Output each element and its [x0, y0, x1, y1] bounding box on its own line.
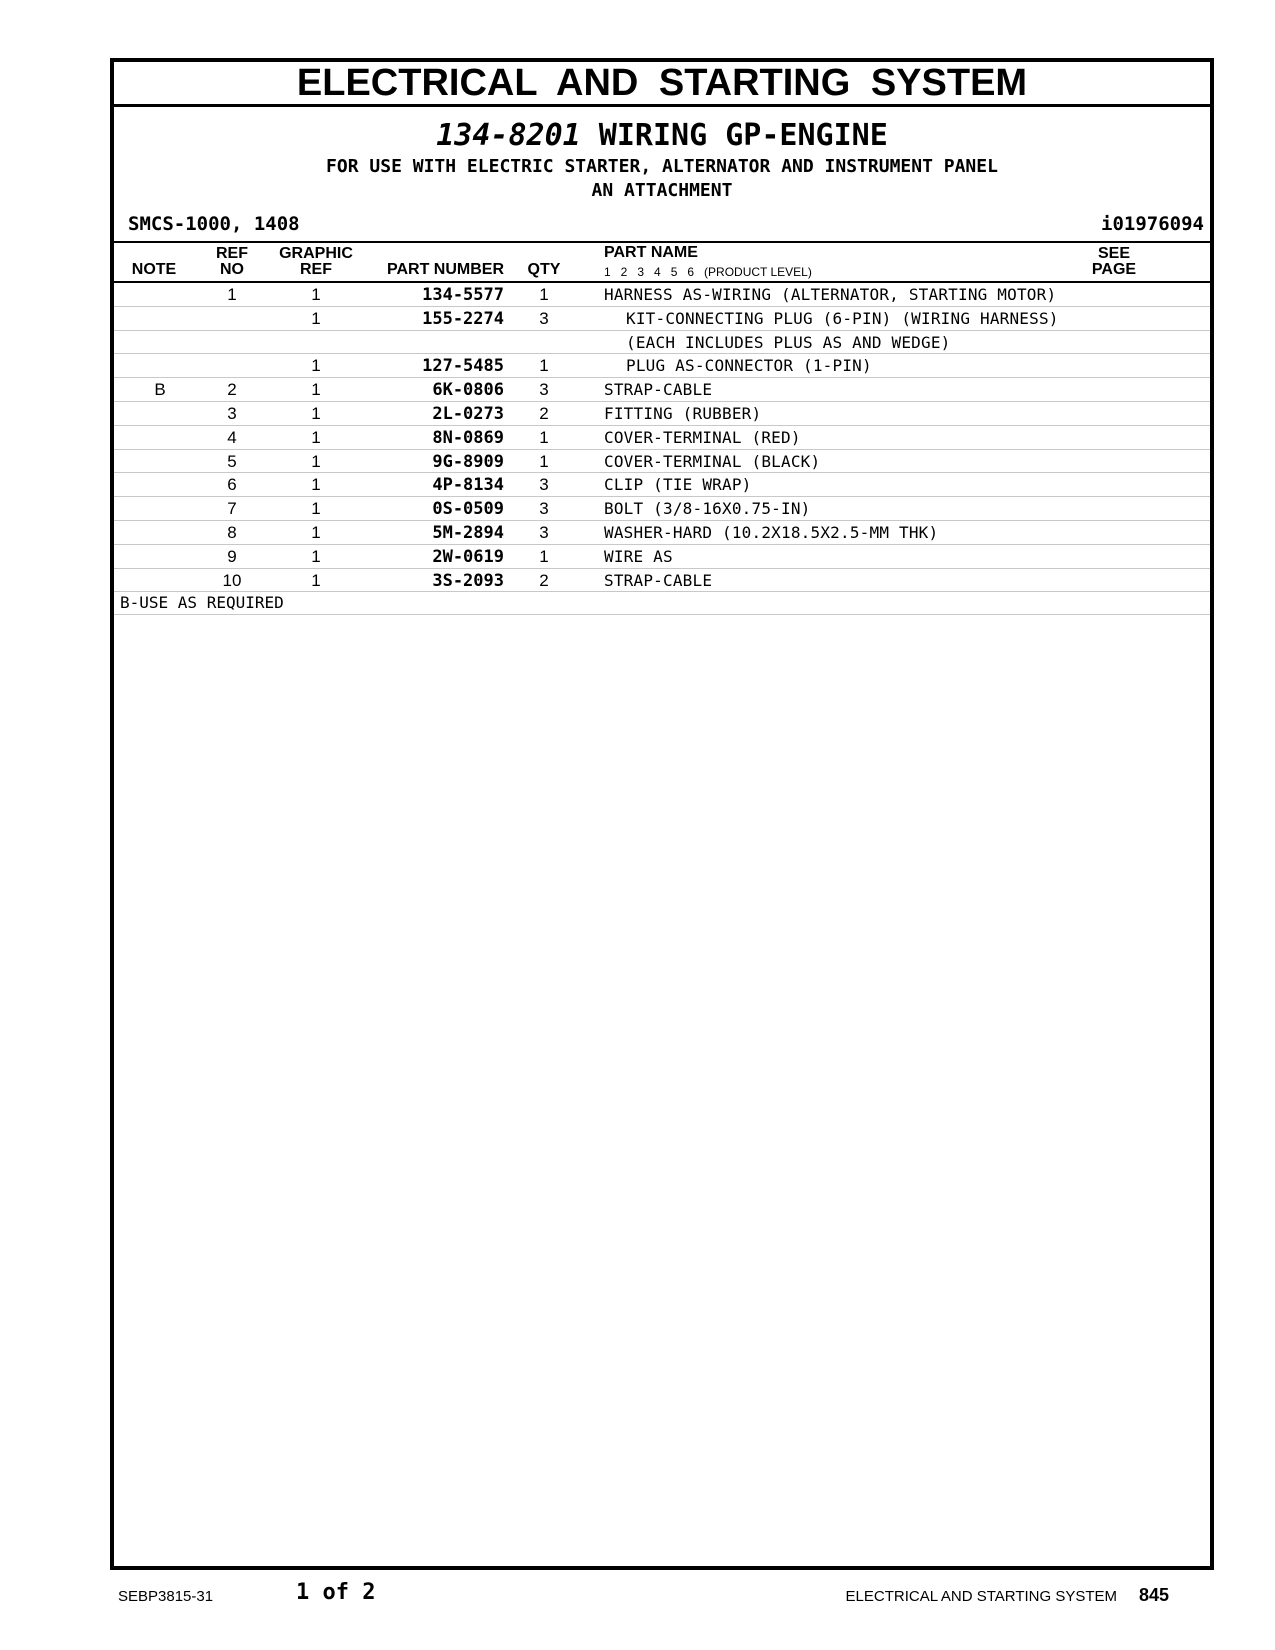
col-note: NOTE	[131, 261, 177, 278]
ref-no-cell: 8	[227, 522, 237, 542]
graphic-ref-cell: 1	[311, 403, 321, 423]
ref-no-cell: 6	[227, 475, 237, 495]
qty-cell: 1	[539, 356, 549, 376]
part-number-cell: 4P-8134	[432, 475, 504, 496]
part-name-cell: HARNESS AS-WIRING (ALTERNATOR, STARTING MOTOR)	[604, 285, 1057, 304]
id-line	[114, 207, 1210, 243]
ref-no-cell: 4	[227, 427, 237, 447]
part-name-cell: PLUG AS-CONNECTOR (1-PIN)	[626, 356, 872, 376]
smcs-code: SMCS-1000, 1408	[128, 213, 300, 235]
part-number-cell: 127-5485	[422, 356, 504, 377]
graphic-ref-cell: 1	[311, 570, 321, 590]
col-qty: QTY	[527, 261, 561, 278]
part-name-cell: COVER-TERMINAL (BLACK)	[604, 451, 821, 471]
part-name-cell: STRAP-CABLE	[604, 380, 713, 400]
group-title	[114, 117, 1210, 155]
ref-no-cell: 10	[222, 570, 242, 590]
part-name-cell: KIT-CONNECTING PLUG (6-PIN) (WIRING HARNESS)	[626, 308, 1059, 328]
part-name-cell: BOLT (3/8-16X0.75-IN)	[604, 499, 811, 519]
table-header	[114, 243, 1210, 283]
ref-no-cell: 9	[227, 546, 237, 566]
part-name-cell: FITTING (RUBBER)	[604, 403, 762, 423]
part-number-cell: 2L-0273	[432, 403, 504, 424]
page-of: 1 of 2	[296, 1580, 376, 1605]
graphic-ref-cell: 1	[311, 499, 321, 519]
qty-cell: 1	[539, 546, 549, 566]
qty-cell: 3	[539, 475, 549, 495]
col-ref-1: REF	[216, 245, 248, 262]
table-row	[114, 402, 1210, 426]
part-number-cell: 9G-8909	[432, 451, 504, 472]
qty-cell: 3	[539, 308, 549, 328]
note-cell: B	[154, 380, 166, 400]
col-ref-2: NO	[220, 261, 244, 278]
qty-cell: 2	[539, 403, 549, 423]
part-number-cell: 2W-0619	[432, 546, 504, 567]
part-number-cell: 8N-0869	[432, 427, 504, 448]
qty-cell: 1	[539, 285, 549, 304]
graphic-ref-cell: 1	[311, 546, 321, 566]
ref-no-cell: 7	[227, 499, 237, 519]
table-row	[114, 473, 1210, 497]
ref-no-cell: 5	[227, 451, 237, 471]
parts-table-body	[114, 283, 1210, 592]
part-number-cell: 6K-0806	[432, 380, 504, 401]
part-number-cell: 0S-0509	[432, 499, 504, 520]
col-graphic-2: REF	[300, 261, 332, 278]
table-row	[114, 331, 1210, 355]
ref-no-cell: 3	[227, 403, 237, 423]
ref-no-cell: 2	[227, 380, 237, 400]
qty-cell: 3	[539, 522, 549, 542]
table-row	[114, 426, 1210, 450]
graphic-ref-cell: 1	[311, 285, 321, 304]
col-graphic-1: GRAPHIC	[279, 245, 353, 262]
part-name-cell: STRAP-CABLE	[604, 570, 713, 590]
group-part-number: 134-8201	[436, 118, 581, 153]
qty-cell: 3	[539, 380, 549, 400]
graphic-ref-cell: 1	[311, 356, 321, 376]
part-number-cell: 155-2274	[422, 308, 504, 329]
doc-id: i01976094	[1101, 213, 1204, 235]
qty-cell: 1	[539, 427, 549, 447]
ref-no-cell: 1	[227, 285, 237, 304]
footnote: B-USE AS REQUIRED	[114, 592, 1210, 615]
section-title: ELECTRICAL AND STARTING SYSTEM	[114, 62, 1210, 107]
col-part-number: PART NUMBER	[386, 261, 504, 278]
table-row	[114, 450, 1210, 474]
col-product-level: 1 2 3 4 5 6 (PRODUCT LEVEL)	[604, 265, 812, 279]
part-number-cell: 134-5577	[422, 285, 504, 305]
page-frame	[110, 58, 1214, 1570]
part-name-cell: (EACH INCLUDES PLUS AS AND WEDGE)	[626, 332, 951, 352]
graphic-ref-cell: 1	[311, 427, 321, 447]
page-number: 845	[1138, 1585, 1169, 1605]
table-row	[114, 283, 1210, 307]
col-see-1: SEE	[1097, 245, 1130, 262]
table-row	[114, 378, 1210, 402]
part-name-cell: WIRE AS	[604, 546, 673, 566]
table-row	[114, 569, 1210, 593]
table-row	[114, 521, 1210, 545]
part-name-cell: WASHER-HARD (10.2X18.5X2.5-MM THK)	[604, 522, 939, 542]
graphic-ref-cell: 1	[311, 451, 321, 471]
graphic-ref-cell: 1	[311, 308, 321, 328]
part-name-cell: CLIP (TIE WRAP)	[604, 475, 752, 495]
part-name-cell: COVER-TERMINAL (RED)	[604, 427, 801, 447]
part-number-cell: 5M-2894	[432, 522, 504, 543]
graphic-ref-cell: 1	[311, 475, 321, 495]
group-header	[114, 107, 1210, 203]
qty-cell: 2	[539, 570, 549, 590]
group-subtitle-2: AN ATTACHMENT	[591, 180, 733, 201]
group-name: WIRING GP-ENGINE	[598, 118, 888, 153]
table-row	[114, 354, 1210, 378]
graphic-ref-cell: 1	[311, 522, 321, 542]
qty-cell: 1	[539, 451, 549, 471]
table-row	[114, 307, 1210, 331]
page-footer	[0, 1580, 1275, 1610]
col-see-2: PAGE	[1091, 261, 1137, 278]
table-row	[114, 545, 1210, 569]
group-subtitle-1: FOR USE WITH ELECTRIC STARTER, ALTERNATOR AND INSTRUMENT PANEL	[326, 156, 998, 177]
col-part-name: PART NAME	[604, 244, 698, 261]
qty-cell: 3	[539, 499, 549, 519]
graphic-ref-cell: 1	[311, 380, 321, 400]
footer-section: ELECTRICAL AND STARTING SYSTEM	[845, 1588, 1117, 1605]
part-number-cell: 3S-2093	[432, 570, 504, 591]
table-row	[114, 497, 1210, 521]
doc-number: SEBP3815-31	[118, 1588, 214, 1605]
